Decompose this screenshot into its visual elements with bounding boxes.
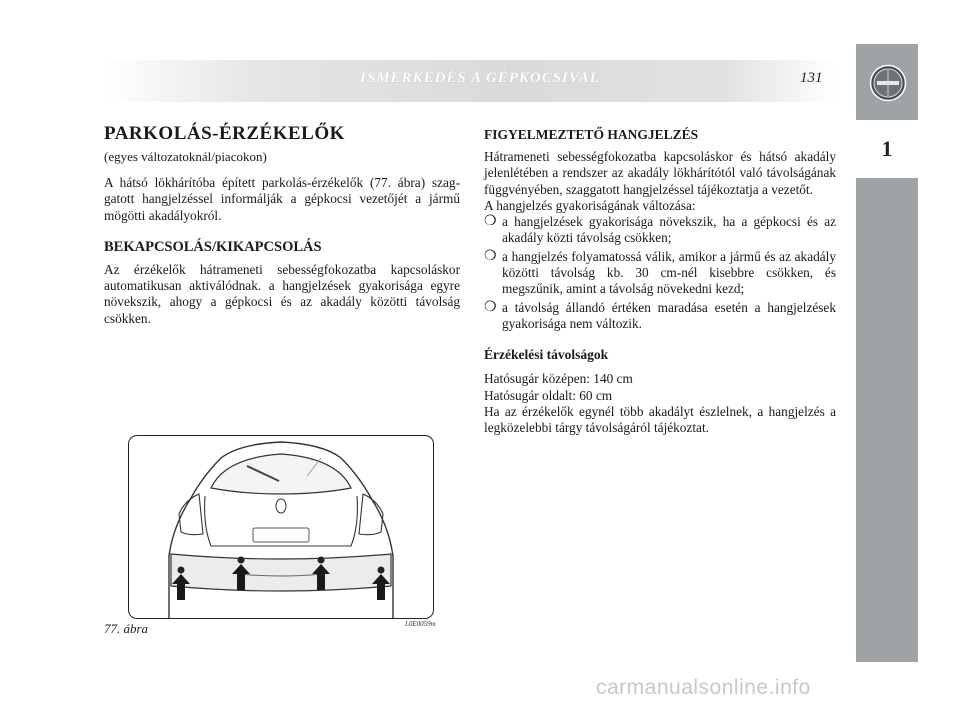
subsection-title-warning-sound: FIGYELMEZTETŐ HANGJELZÉS (484, 127, 699, 142)
car-rear-illustration (129, 436, 433, 618)
subsection-title-detection-range: Érzékelési távolságok (484, 347, 609, 363)
watermark: carmanualsonline.info (596, 676, 811, 699)
range-note-paragraph: Ha az érzékelők egynél több akadályt észlelnek, a hangjelzés a legközelebbi tárgy távolságáról tájékoztat. (484, 403, 836, 436)
frequency-bullet-list (484, 214, 836, 332)
page-number: 131 (800, 70, 823, 86)
section-subtitle: (egyes változatoknál/piacokon) (104, 149, 267, 164)
section-title-parking-sensors: PARKOLÁS-ÉRZÉKELŐK (104, 123, 345, 144)
chapter-number: 1 (881, 136, 893, 161)
list-item: ❍ a távolság állandó értéken maradása esetén a hangjelzések gyakorisága nem változik. (484, 299, 836, 331)
right-column (484, 126, 836, 436)
subsection-title-activation: BEKAPCSOLÁS/KIKAPCSOLÁS (104, 238, 322, 255)
warning-intro-paragraph: Hátrameneti sebességfokozatba kapcsoláskor és hátsó akadály jelenlétében a rendszer az akadály lökhárítótól való távolságának függvényében, szaggatott hangjelzéssel tájékoztatja a vezetőt. (484, 149, 836, 197)
list-item: ❍ a hangjelzések gyakorisága növekszik, ha a gépkocsi és az akadály közti távolság csökken; (484, 214, 836, 246)
bullet-circle-icon: ❍ (484, 248, 497, 264)
bullet-circle-icon: ❍ (484, 214, 497, 230)
figure-caption: 77. ábra (104, 621, 149, 636)
figure-rear-bumper-sensors (128, 435, 434, 619)
left-column (104, 122, 460, 327)
range-side-line: Hatósugár oldalt: 60 cm (484, 387, 613, 403)
running-header-title: ISMERKEDÉS A GÉPKOCSIVAL (360, 70, 600, 86)
figure-code: L0E0059m (405, 620, 436, 628)
range-center-line: Hatósugár középen: 140 cm (484, 371, 633, 387)
lancia-logo-icon (869, 64, 907, 102)
list-item: ❍ a hangjelzés folyamatossá válik, amikor a jármű és az akadály közötti távolság kb. 30 cm-nél kisebbre csökken, és megszűnik, amint a távolság növekedni kezd; (484, 248, 836, 297)
frequency-label: A hangjelzés gyakoriságának változása: (484, 197, 696, 213)
bullet-circle-icon: ❍ (484, 299, 497, 315)
activation-paragraph: Az érzékelők hátrameneti sebességfokozatba kapcsoláskor automatikusan aktiválódnak. a hangjelzések gyakorisága egyre növekszik, ahogy a gépkocsi és az akadály közötti távolság csökken. (104, 261, 460, 326)
intro-paragraph: A hátsó lökhárítóba épített parkolás-érzékelők (77. ábra) szaggatott hangjelzéssel informálják a gépkocsi vezetőjét a jármű mögötti akadályokról. (104, 175, 460, 223)
chapter-number-box (856, 120, 918, 178)
